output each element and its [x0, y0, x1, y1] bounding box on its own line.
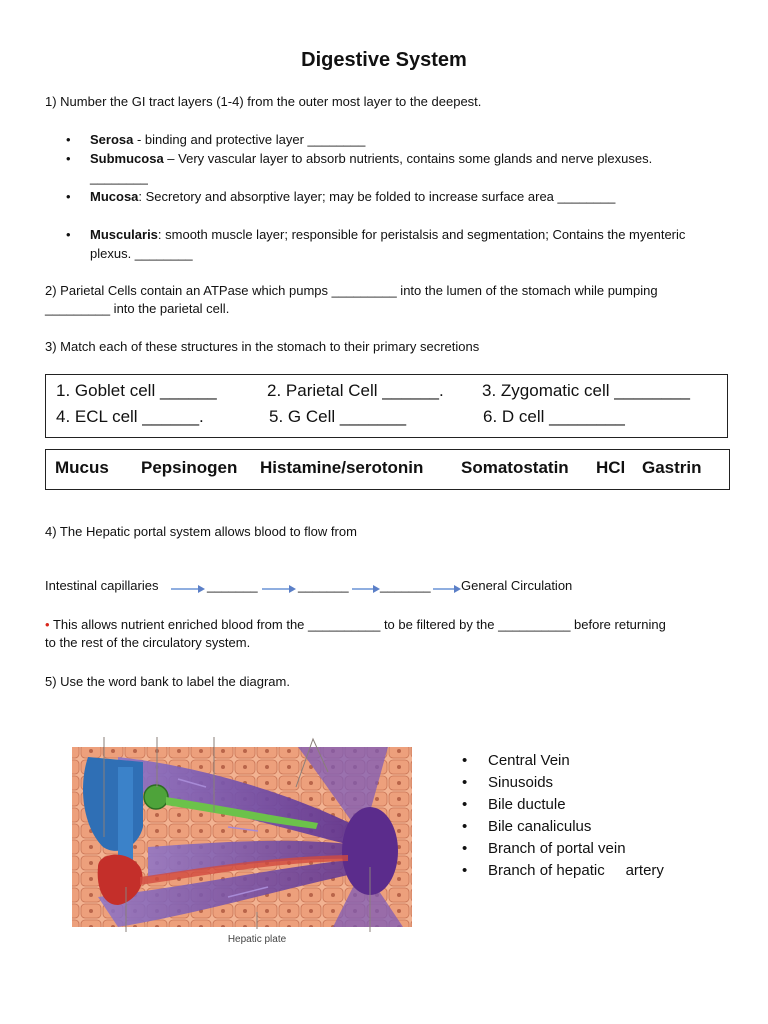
- cell-goblet: 1. Goblet cell ______: [56, 381, 217, 400]
- bullet-icon: •: [66, 132, 71, 147]
- flow-blank-2: _______: [298, 578, 349, 593]
- bullet-icon: •: [462, 840, 468, 857]
- q2-line1: 2) Parietal Cells contain an ATPase which pumps _________ into the lumen of the stomach while pumping: [45, 283, 658, 298]
- term: Mucosa: [90, 189, 139, 204]
- diagram-caption: Hepatic plate: [227, 934, 287, 945]
- flow-blank-3: _______: [380, 578, 431, 593]
- red-bullet-icon: •: [45, 617, 50, 632]
- q5-prompt: 5) Use the word bank to label the diagram.: [45, 674, 290, 689]
- secretions-box: [45, 449, 730, 490]
- q3-prompt: 3) Match each of these structures in the stomach to their primary secretions: [45, 339, 480, 354]
- flow-arrow-icon: [171, 586, 205, 592]
- term: Muscularis: [90, 227, 158, 242]
- secretion-item: HCl: [596, 458, 626, 477]
- bullet-icon: •: [66, 227, 71, 242]
- term: Serosa: [90, 132, 134, 147]
- term: Submucosa: [90, 151, 164, 166]
- flow-arrow-icon: [262, 586, 296, 592]
- blank-line: ________: [90, 170, 148, 185]
- bullet-icon: •: [462, 774, 468, 791]
- cell-parietal: 2. Parietal Cell ______.: [267, 381, 444, 400]
- bullet-icon: •: [462, 752, 468, 769]
- cells-box: [45, 374, 728, 438]
- blank-line: plexus. ________: [90, 246, 193, 261]
- secretion-item: Histamine/serotonin: [260, 458, 424, 477]
- secretion-item: Pepsinogen: [141, 458, 238, 477]
- cell-ecl: 4. ECL cell ______.: [56, 407, 204, 426]
- worksheet-page: Digestive System 1) Number the GI tract layers (1-4) from the outer most layer to the deepest. • Serosa - binding and protective layer ________ • Submucosa – Very vascular layer to absorb nutrients, contains some glands and nerve plexuses. ________ • Mucosa: Secretory and absorptive layer; may be folded to increase surface area ________ • Muscularis: smooth muscle layer; responsible for peristalsis and segmentation; Contains the myenteric plexus. ________ 2) Parietal Cells contain an ATPase which pumps _________ into the lumen of the stomach while pumping _________ into the parietal cell. 3) Match each of these structures in the stomach to their primary secretions 1. Goblet cell ______ 2. Parietal Cell ______. 3. Zygomatic cell ________ 4. ECL cell ______. 5. G Cell _______ 6. D cell ________ Mucus Pepsinogen Histamine/serotonin Somatostatin HCl Gastrin 4) The Hepatic portal system allows blood to flow from Intestinal capillaries _______ _______ _______ General Circulation • This allows nutrient enriched blood from the __________ to be filtered by the __________ before returning to the rest of the circulatory system. 5) Use the word bank to label the diagram. Hepatic plate • Central Vein • Sinusoids • Bile ductule • Bile canaliculus • Branch of portal vein • Branch of hepatic artery: [0, 0, 768, 1024]
- page-title: Digestive System: [301, 49, 467, 71]
- bullet-icon: •: [462, 862, 468, 879]
- q4-bullet-line1: • This allows nutrient enriched blood from the __________ to be filtered by the __________ before returning: [45, 617, 666, 632]
- cell-g: 5. G Cell _______: [269, 407, 407, 426]
- desc: : smooth muscle layer; responsible for peristalsis and segmentation; Contains the myenteric: [157, 227, 686, 242]
- cell-d: 6. D cell ________: [483, 407, 625, 426]
- flow-arrow-icon: [352, 586, 380, 592]
- bullet-icon: •: [462, 796, 468, 813]
- bullet-icon: •: [66, 189, 71, 204]
- secretion-item: Somatostatin: [461, 458, 569, 477]
- desc: – Very vascular layer to absorb nutrients, contains some glands and nerve plexuses.: [163, 151, 653, 166]
- bullet-icon: •: [66, 151, 71, 166]
- q4-prompt: 4) The Hepatic portal system allows blood to flow from: [45, 524, 357, 539]
- q1-prompt: 1) Number the GI tract layers (1-4) from the outer most layer to the deepest.: [45, 94, 482, 109]
- bile-duct-shape: [144, 785, 168, 809]
- bullet-icon: •: [462, 818, 468, 835]
- secretion-item: Mucus: [55, 458, 109, 477]
- desc: - binding and protective layer ________: [133, 132, 366, 147]
- flow-start: Intestinal capillaries: [45, 578, 159, 593]
- desc: : Secretory and absorptive layer; may be folded to increase surface area ________: [138, 189, 616, 204]
- q2-line2: _________ into the parietal cell.: [45, 301, 230, 316]
- flow-blank-1: _______: [207, 578, 258, 593]
- flow-end: General Circulation: [461, 578, 573, 593]
- secretion-item: Gastrin: [642, 458, 702, 477]
- liver-lobule-diagram: [58, 727, 430, 950]
- flow-arrow-icon: [433, 586, 461, 592]
- q4-bullet-line2: to the rest of the circulatory system.: [45, 635, 251, 650]
- cell-zygomatic: 3. Zygomatic cell ________: [482, 381, 690, 400]
